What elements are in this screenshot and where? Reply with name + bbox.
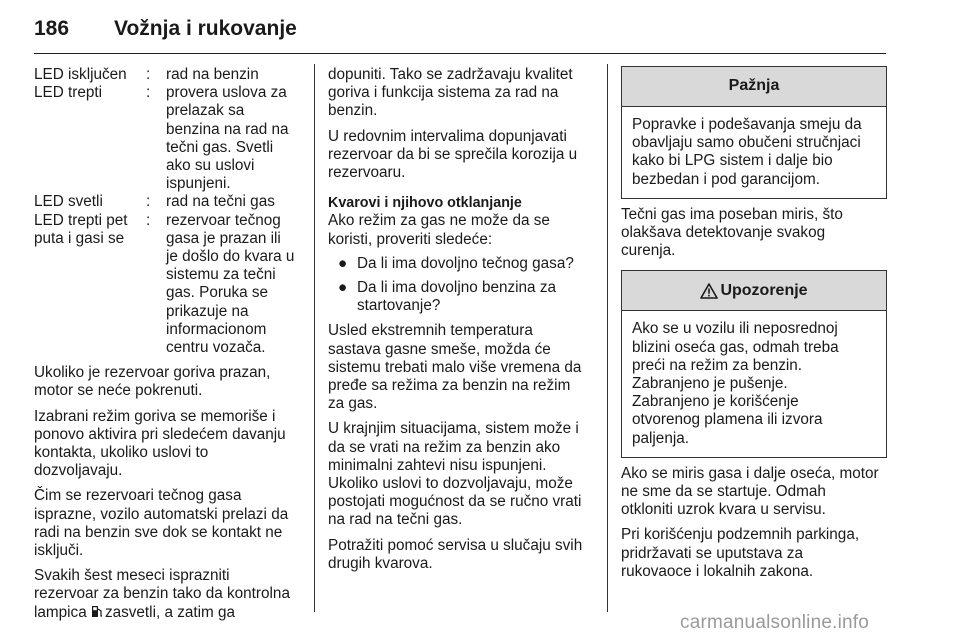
warning-body: Ako se u vozilu ili neposrednoj blizini oseća gas, odmah treba preći na režim za benzin. Zabranjeno je pušenje. Zabranjeno je korišćenje otvorenog plamena ili izvora paljenja.	[632, 320, 839, 447]
chapter-title: Vožnja i rukovanje	[114, 17, 297, 40]
paragraph: Ako se miris gasa i dalje oseća, motor ne sme da se startuje. Odmah otkloniti uzrok kvara u servisu.	[621, 464, 879, 519]
led-term: LED trepti	[34, 84, 103, 102]
led-term: LED trepti pet puta i gasi se	[34, 211, 128, 247]
paragraph: Usled ekstremnih temperatura sastava gasne smeše, možda će sistemu trebati malo više vremena da pređe sa režima za benzin na režim za gas.	[328, 322, 582, 413]
warning-header	[622, 271, 886, 311]
led-row	[34, 66, 302, 84]
led-term: LED isključen	[34, 66, 127, 83]
notice-box	[621, 66, 887, 199]
watermark: carmanualsonline.info	[680, 612, 870, 633]
warning-title: Upozorenje	[720, 281, 808, 299]
led-colon: :	[146, 66, 151, 83]
page-number: 186	[34, 17, 70, 40]
bullet-icon: ●	[338, 254, 348, 272]
led-desc: rad na tečni gas	[166, 193, 275, 211]
led-desc: provera uslova za prelazak sa benzina na rad na tečni gas. Svetli ako su uslovi ispunjeni.	[166, 84, 289, 193]
led-term: LED svetli	[34, 193, 103, 211]
warning-triangle-icon	[700, 283, 718, 299]
column-divider	[607, 64, 608, 612]
list-item: ● Da li ima dovoljno benzina za startovanje?	[328, 279, 592, 315]
paragraph: Svakih šest meseci isprazniti rezervoar za benzin tako da kontrolna lampica zasvetli, a zatim ga	[34, 567, 290, 621]
paragraph: Ako režim za gas ne može da se koristi, proveriti sledeće:	[328, 212, 550, 248]
section-heading: Kvarovi i njihovo otklanjanje	[328, 195, 522, 212]
paragraph: Čim se rezervoari tečnog gasa isprazne, vozilo automatski prelazi da radi na benzin sve dok se kontakt ne isključi.	[34, 487, 289, 560]
paragraph: Tečni gas ima poseban miris, što olakšava detektovanje svakog curenja.	[621, 205, 843, 260]
led-row	[34, 212, 302, 358]
column-divider	[314, 64, 315, 612]
column-middle	[328, 66, 592, 573]
led-desc: rezervoar tečnog gasa je prazan ili je došlo do kvara u sistemu za tečni gas. Poruka se prikazuje na informacionom centru vozača.	[166, 211, 295, 357]
paragraph: U krajnjim situacijama, sistem može i da se vrati na režim za benzin ako minimalni zahtevi nisu ispunjeni. Ukoliko uslovi to dozvoljavaju, može postojati mogućnost da se ručno vrati na rad na tečni gas.	[328, 420, 582, 529]
led-row	[34, 193, 302, 211]
led-desc: rad na benzin	[166, 66, 259, 83]
column-left	[34, 66, 302, 622]
paragraph: Potražiti pomoć servisa u slučaju svih drugih kvarova.	[328, 536, 583, 572]
fuel-pump-icon	[91, 605, 103, 618]
led-colon: :	[146, 84, 151, 102]
led-row	[34, 84, 302, 193]
paragraph: U redovnim intervalima dopunjavati rezervoar da bi se sprečila korozija u rezervoaru.	[328, 127, 578, 182]
notice-body: Popravke i podešavanja smeju da obavljaju samo obučeni stručnjaci kako bi LPG sistem i dalje bio bezbedan i pod garancijom.	[632, 116, 862, 188]
list-item: ● Da li ima dovoljno tečnog gasa?	[328, 255, 592, 273]
paragraph: Izabrani režim goriva se memoriše i ponovo aktivira pri sledećem davanju kontakta, ukoliko uslovi to dozvoljavaju.	[34, 407, 286, 480]
led-table	[34, 66, 302, 357]
column-right	[621, 66, 887, 581]
paragraph: Pri korišćenju podzemnih parkinga, pridržavati se uputstava za rukovaoce i lokalnih zakona.	[621, 526, 860, 580]
notice-title: Pažnja	[622, 67, 886, 107]
led-colon: :	[146, 211, 151, 229]
paragraph: Ukoliko je rezervoar goriva prazan, motor se neće pokrenuti.	[34, 364, 271, 400]
page-header	[34, 14, 886, 54]
paragraph: dopuniti. Tako se zadržavaju kvalitet goriva i funkcija sistema za rad na benzin.	[328, 66, 573, 120]
led-colon: :	[146, 193, 151, 211]
bullet-icon: ●	[338, 279, 348, 297]
warning-box	[621, 270, 887, 457]
